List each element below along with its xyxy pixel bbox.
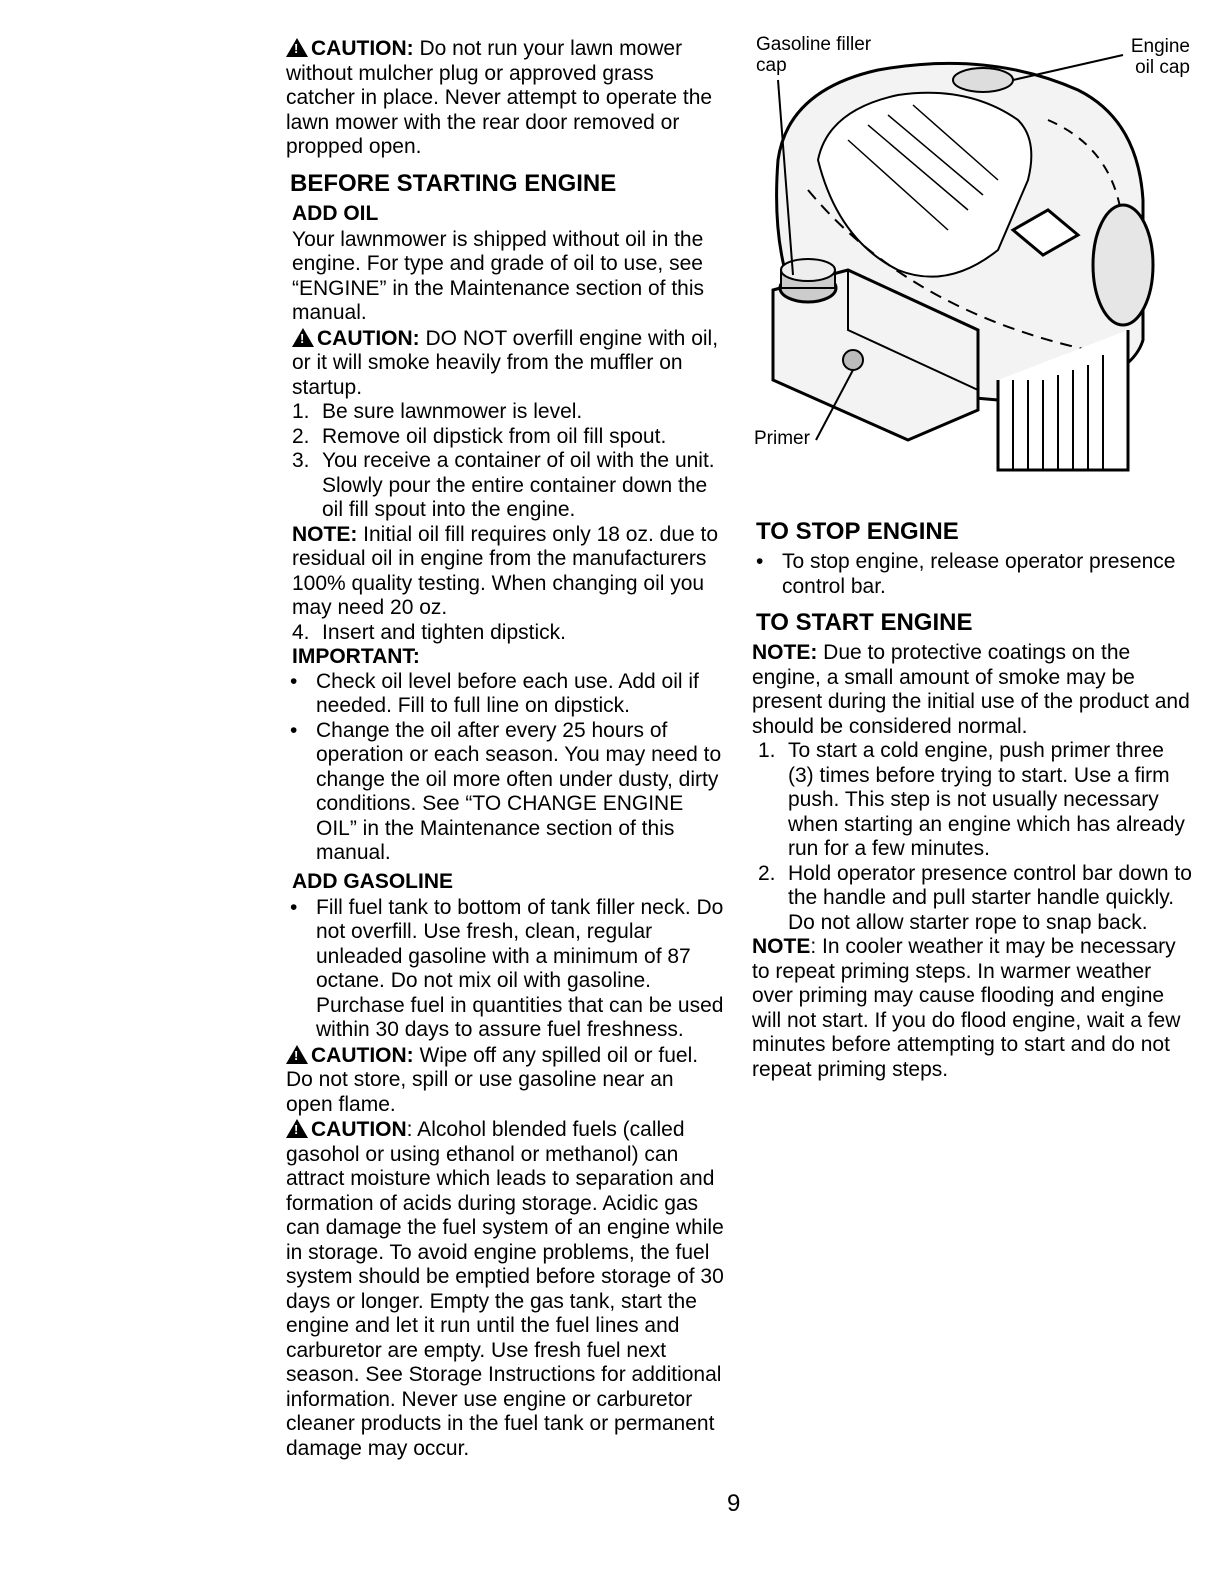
warning-icon (286, 1119, 308, 1138)
right-column (752, 518, 1192, 1082)
engine-drawing (748, 30, 1198, 510)
caution-alcohol: !CAUTION: Alcohol blended fuels (called gasohol or using ethanol or methanol) can attract moisture which leads to separation and formation of acids during storage. Acidic gas can damage the fuel system of an engine while in storage. To avoid engine problems, the fuel system should be emptied before storage of 30 days or longer. Empty the gas tank, start the engine and let it run until the fuel lines and carburetor are empty. Use fresh fuel next season. See Storage Instructions for additional information. Never use engine or carburetor cleaner products in the fuel tank or permanent damage may occur. (286, 1117, 726, 1461)
important-bullet: • Check oil level before each use. Add oil if needed. Fill to full line on dipstick. (290, 669, 699, 717)
warning-icon (292, 328, 314, 347)
label-engine-oil-cap: Engine oil cap (1130, 36, 1190, 78)
important-bullet: • Change the oil after every 25 hours of operation or each season. You may need to change the oil more often under dusty, dirty conditions. See “TO CHANGE ENGINE OIL” in the Maintenance section of this manual. (290, 718, 722, 864)
oil-step: 1. Be sure lawnmower is level. (292, 400, 583, 423)
stop-engine-heading: TO STOP ENGINE (756, 518, 959, 545)
start-engine-heading: TO START ENGINE (756, 609, 973, 636)
add-oil-heading: ADD OIL (292, 201, 379, 225)
before-starting-heading: BEFORE STARTING ENGINE (290, 169, 617, 197)
page-number: 9 (727, 1490, 741, 1517)
start-step: 1. To start a cold engine, push primer three (3) times before trying to start. Use a firm push. This step is not usually necessary when starting an engine which has already run for a few minutes. (758, 739, 1185, 860)
oil-step: 2. Remove oil dipstick from oil fill spout. (292, 424, 667, 448)
label-primer: Primer (754, 428, 810, 449)
oil-step: 4. Insert and tighten dipstick. (292, 620, 566, 644)
caution-mulcher: !CAUTION: Do not run your lawn mower without mulcher plug or approved grass catcher in place. Never attempt to operate the lawn mower with the rear door removed or propped open. (286, 36, 726, 160)
start-note-2: NOTE: In cooler weather it may be necessary to repeat priming steps. In warmer weather over priming may cause flooding and engine will not start. If you do flood engine, wait a few minutes before attempting to start and do not repeat priming steps. (752, 935, 1181, 1081)
warning-icon (286, 38, 308, 57)
caution-spill: !CAUTION: Wipe off any spilled oil or fuel. Do not store, spill or use gasoline near an open flame. (286, 1043, 726, 1118)
oil-note: NOTE: Initial oil fill requires only 18 oz. due to residual oil in engine from the manufacturers 100% quality testing. When changing oil you may need 20 oz. (292, 522, 719, 619)
add-oil-intro: Your lawnmower is shipped without oil in the engine. For type and grade of oil to use, see “ENGINE” in the Maintenance section of this manual. (292, 227, 705, 324)
oil-step: 3. You receive a container of oil with the unit. Slowly pour the entire container down the oil fill spout into the engine. (292, 449, 715, 521)
engine-figure (748, 30, 1198, 510)
warning-icon (286, 1045, 308, 1064)
left-column (286, 36, 726, 1461)
add-gasoline-heading: ADD GASOLINE (292, 869, 454, 893)
gasoline-bullet: • Fill fuel tank to bottom of tank filler neck. Do not overfill. Use fresh, clean, regular unleaded gasoline with a minimum of 87 octane. Do not mix oil with gasoline. Purchase fuel in quantities that can be used within 30 days to assure fuel freshness. (290, 895, 724, 1041)
caution-overfill: !CAUTION: DO NOT overfill engine with oil, or it will smoke heavily from the muffler on startup. (286, 326, 726, 401)
start-note: NOTE: Due to protective coatings on the engine, a small amount of smoke may be present during the initial use of the product and should be considered normal. (752, 641, 1190, 738)
label-gasoline-filler-cap: Gasoline filler cap (756, 34, 872, 76)
stop-bullet: • To stop engine, release operator presence control bar. (756, 550, 1176, 598)
important-label: IMPORTANT: (292, 645, 420, 668)
start-step: 2. Hold operator presence control bar down to the handle and pull starter handle quickly. Do not allow starter rope to snap back. (758, 861, 1192, 934)
